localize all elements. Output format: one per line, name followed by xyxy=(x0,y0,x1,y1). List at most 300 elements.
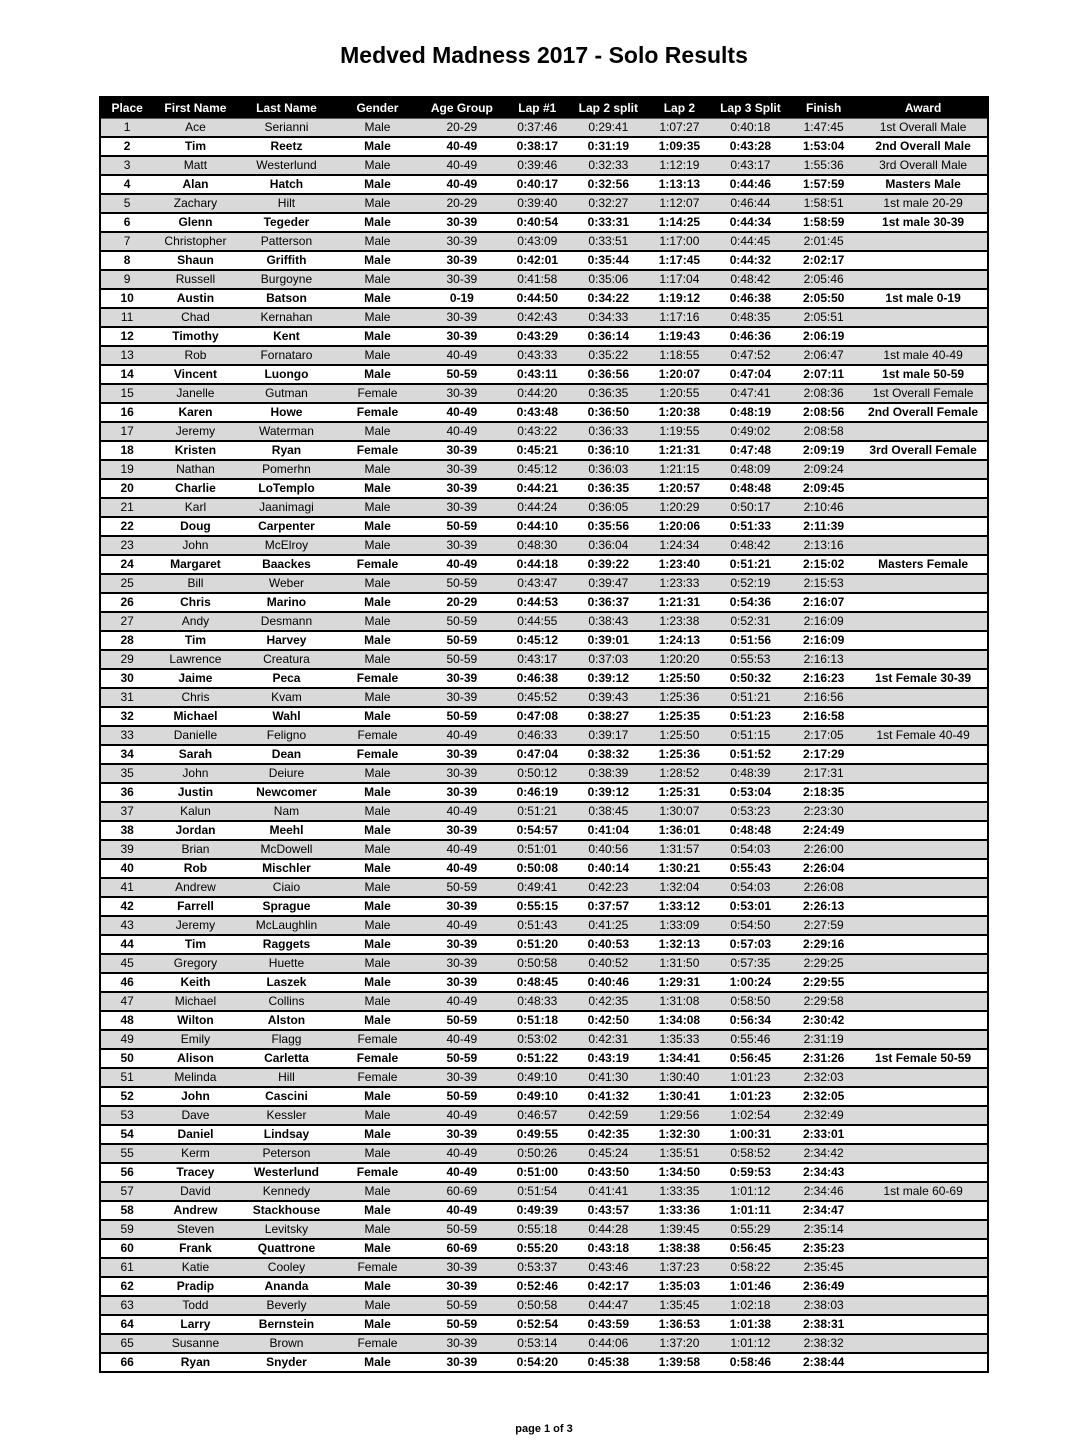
table-cell: 42 xyxy=(120,899,134,913)
table-row xyxy=(100,593,988,612)
table-cell xyxy=(859,973,988,992)
table-cell: 0:38:39 xyxy=(588,766,629,780)
table-row xyxy=(100,764,988,783)
table-cell: 30-39 xyxy=(446,1355,478,1369)
table-cell: 0:38:27 xyxy=(587,709,630,723)
table-cell: 11 xyxy=(120,310,134,324)
table-cell: 30-39 xyxy=(446,766,478,780)
table-cell: 45 xyxy=(120,956,134,970)
table-cell: 1:19:43 xyxy=(658,329,701,343)
table-cell: 0:55:46 xyxy=(730,1032,771,1046)
table-cell: 0:36:56 xyxy=(587,367,630,381)
table-cell: 0:42:35 xyxy=(587,1127,630,1141)
table-cell: 1:36:01 xyxy=(658,823,701,837)
table-cell: 1:34:50 xyxy=(658,1165,701,1179)
table-cell: 20-29 xyxy=(446,595,478,609)
table-cell: Male xyxy=(364,1298,391,1312)
table-cell: 1:28:52 xyxy=(659,766,700,780)
table-cell xyxy=(859,536,988,555)
table-cell: 15 xyxy=(120,386,134,400)
table-cell: Male xyxy=(364,937,391,951)
table-cell: 2:08:58 xyxy=(803,424,844,438)
table-cell: 2:05:51 xyxy=(803,310,844,324)
table-cell: 0:43:09 xyxy=(517,234,558,248)
table-cell: Male xyxy=(364,424,391,438)
table-cell: 1:19:12 xyxy=(658,291,701,305)
table-cell: Male xyxy=(364,215,391,229)
table-cell: 51 xyxy=(120,1070,134,1084)
table-cell: 30-39 xyxy=(446,899,478,913)
table-cell: Andy xyxy=(181,614,210,628)
header-row xyxy=(100,97,988,119)
table-cell: 0:34:33 xyxy=(588,310,629,324)
table-cell: 0:51:20 xyxy=(516,937,558,951)
table-cell: 2:26:00 xyxy=(803,842,844,856)
table-cell: Quattrone xyxy=(257,1241,316,1255)
table-cell: 0:43:18 xyxy=(587,1241,630,1255)
table-cell: 0:39:12 xyxy=(587,671,630,685)
table-cell: 1:33:35 xyxy=(659,1184,700,1198)
table-cell: 0:48:45 xyxy=(516,975,558,989)
table-cell: 1st Overall Female xyxy=(872,386,974,400)
table-cell: 0:29:41 xyxy=(588,120,629,134)
table-cell: 0:44:55 xyxy=(517,614,558,628)
table-cell: Batson xyxy=(266,291,307,305)
table-cell: Katie xyxy=(181,1260,210,1274)
table-cell: 34 xyxy=(120,747,134,761)
table-cell: 58 xyxy=(120,1203,134,1217)
table-cell xyxy=(859,707,988,726)
table-cell: 0:45:38 xyxy=(587,1355,630,1369)
table-cell: 0:39:01 xyxy=(587,633,630,647)
table-cell: 2:33:01 xyxy=(802,1127,845,1141)
table-cell: 37 xyxy=(120,804,134,818)
table-cell: 0:36:03 xyxy=(588,462,629,476)
table-cell: 0:56:45 xyxy=(729,1241,772,1255)
table-cell: 50-59 xyxy=(446,576,478,590)
table-cell: Chris xyxy=(181,690,210,704)
table-row xyxy=(100,1068,988,1087)
table-row xyxy=(100,1220,988,1239)
table-row xyxy=(100,308,988,327)
table-cell: 1:35:45 xyxy=(659,1298,700,1312)
table-cell: 0:56:45 xyxy=(729,1051,772,1065)
table-cell: Sprague xyxy=(262,899,311,913)
table-cell: 1:21:31 xyxy=(658,595,701,609)
table-cell: 1:37:20 xyxy=(659,1336,700,1350)
table-cell: 1:25:36 xyxy=(659,690,700,704)
table-cell: Male xyxy=(364,367,391,381)
table-cell: 0:44:50 xyxy=(516,291,558,305)
table-cell: 1:32:04 xyxy=(659,880,700,894)
table-cell: 30-39 xyxy=(446,1127,478,1141)
table-cell: Matt xyxy=(183,158,208,172)
table-cell xyxy=(859,1258,988,1277)
table-cell: Waterman xyxy=(259,424,314,438)
table-cell: 25 xyxy=(120,576,134,590)
table-cell: 1st male 0-19 xyxy=(885,291,961,305)
table-cell: Tracey xyxy=(176,1165,215,1179)
table-cell: 0:41:32 xyxy=(587,1089,630,1103)
table-cell: 0:35:44 xyxy=(587,253,630,267)
table-cell: 1:23:33 xyxy=(659,576,700,590)
table-cell: 0:44:32 xyxy=(729,253,772,267)
table-cell: Mischler xyxy=(262,861,311,875)
table-cell: Pradip xyxy=(176,1279,215,1293)
table-cell: 0:43:17 xyxy=(730,158,771,172)
table-cell: 1:00:31 xyxy=(729,1127,772,1141)
table-cell: 10 xyxy=(120,291,134,305)
table-cell: 30-39 xyxy=(446,671,478,685)
table-cell: 17 xyxy=(120,424,134,438)
table-cell: 6 xyxy=(123,215,131,229)
table-cell: 2:16:09 xyxy=(802,633,845,647)
table-cell: Male xyxy=(364,272,391,286)
table-row xyxy=(100,270,988,289)
table-cell: 0:43:46 xyxy=(588,1260,629,1274)
table-cell: 0:43:50 xyxy=(587,1165,630,1179)
table-cell xyxy=(859,764,988,783)
table-cell: Brown xyxy=(269,1336,304,1350)
table-cell: 1:30:41 xyxy=(658,1089,701,1103)
table-cell: 0:32:33 xyxy=(588,158,629,172)
table-cell: 56 xyxy=(120,1165,134,1179)
table-cell xyxy=(859,479,988,498)
table-cell: 0:44:10 xyxy=(516,519,558,533)
table-cell: Female xyxy=(356,747,399,761)
table-row xyxy=(100,289,988,308)
table-cell: 2:13:16 xyxy=(803,538,844,552)
table-cell: Westerlund xyxy=(253,1165,320,1179)
table-cell xyxy=(859,650,988,669)
table-row xyxy=(100,441,988,460)
table-cell: 0:54:03 xyxy=(730,842,771,856)
table-cell: 0:51:52 xyxy=(729,747,772,761)
table-cell: Male xyxy=(364,1089,391,1103)
table-cell: 2:06:19 xyxy=(802,329,845,343)
table-cell: 0:55:43 xyxy=(729,861,772,875)
table-cell: 0:36:04 xyxy=(588,538,629,552)
table-cell: 38 xyxy=(120,823,134,837)
table-cell: 1:34:08 xyxy=(658,1013,701,1027)
table-cell xyxy=(859,1030,988,1049)
table-cell: 0:54:50 xyxy=(730,918,771,932)
table-cell: 21 xyxy=(120,500,134,514)
table-cell: Sarah xyxy=(178,747,213,761)
table-cell: 0:36:10 xyxy=(587,443,630,457)
table-cell: 1:58:59 xyxy=(802,215,845,229)
table-row xyxy=(100,555,988,574)
table-row xyxy=(100,973,988,992)
table-cell: 2:35:45 xyxy=(803,1260,844,1274)
table-cell: Burgoyne xyxy=(260,272,313,286)
table-cell: Kessler xyxy=(266,1108,307,1122)
table-cell: 12 xyxy=(120,329,134,343)
table-cell: 44 xyxy=(120,937,134,951)
table-row xyxy=(100,783,988,802)
table-cell: 0:38:32 xyxy=(587,747,630,761)
table-cell: Baackes xyxy=(262,557,311,571)
table-cell: 40-49 xyxy=(446,348,478,362)
table-cell: 2:08:56 xyxy=(802,405,845,419)
table-cell: 1st Female 50-59 xyxy=(875,1051,972,1065)
table-row xyxy=(100,119,988,138)
table-cell xyxy=(859,688,988,707)
table-row xyxy=(100,1144,988,1163)
table-cell: Michael xyxy=(174,994,217,1008)
table-cell: Kristen xyxy=(174,443,217,457)
table-cell: Male xyxy=(364,1279,391,1293)
table-cell: Male xyxy=(364,538,391,552)
table-cell: Male xyxy=(364,975,391,989)
table-cell xyxy=(859,1239,988,1258)
table-cell: 2:34:46 xyxy=(803,1184,844,1198)
table-cell: 13 xyxy=(120,348,134,362)
table-cell: 2:17:05 xyxy=(803,728,844,742)
table-cell: Male xyxy=(364,253,391,267)
table-row xyxy=(100,1030,988,1049)
table-cell: McDowell xyxy=(260,842,313,856)
table-cell: 0:48:19 xyxy=(729,405,772,419)
table-cell: 0:57:35 xyxy=(730,956,771,970)
table-cell: 2:32:05 xyxy=(802,1089,845,1103)
table-cell: 2:18:35 xyxy=(802,785,845,799)
table-cell: 0:52:54 xyxy=(516,1317,558,1331)
table-cell: Male xyxy=(364,1317,391,1331)
column-header: Gender xyxy=(335,97,419,119)
table-row xyxy=(100,1315,988,1334)
table-cell: 0:53:23 xyxy=(730,804,771,818)
table-cell: 0:43:19 xyxy=(587,1051,630,1065)
table-row xyxy=(100,517,988,536)
table-cell: 60 xyxy=(120,1241,134,1255)
table-cell: 0:50:12 xyxy=(517,766,558,780)
table-cell: 0:44:45 xyxy=(730,234,771,248)
table-cell: 47 xyxy=(120,994,134,1008)
table-row xyxy=(100,612,988,631)
table-cell: 1:01:23 xyxy=(729,1089,772,1103)
table-cell: Male xyxy=(364,158,391,172)
table-cell: 1:55:36 xyxy=(803,158,844,172)
table-cell: Female xyxy=(357,1032,398,1046)
table-cell: 2:35:14 xyxy=(803,1222,844,1236)
table-cell: 0:46:38 xyxy=(516,671,558,685)
table-cell: 0:52:31 xyxy=(730,614,771,628)
table-cell: Luongo xyxy=(264,367,309,381)
table-cell: Russell xyxy=(175,272,216,286)
table-cell: Patterson xyxy=(260,234,313,248)
table-cell: Kerm xyxy=(181,1146,210,1160)
table-cell: 1:39:45 xyxy=(659,1222,700,1236)
table-cell: 54 xyxy=(120,1127,134,1141)
table-cell: 0:31:19 xyxy=(587,139,630,153)
table-cell: 0:36:35 xyxy=(587,481,630,495)
table-cell: 1:24:13 xyxy=(658,633,701,647)
table-cell: 62 xyxy=(120,1279,134,1293)
table-cell xyxy=(859,327,988,346)
table-cell: 0:58:22 xyxy=(730,1260,771,1274)
table-row xyxy=(100,1296,988,1315)
table-cell: 1st male 60-69 xyxy=(883,1184,963,1198)
table-cell: 3rd Overall Male xyxy=(879,158,968,172)
table-cell: Beverly xyxy=(266,1298,307,1312)
table-cell: 30-39 xyxy=(446,747,478,761)
table-cell: Male xyxy=(364,519,391,533)
table-cell: Ananda xyxy=(264,1279,309,1293)
table-cell: 1:35:03 xyxy=(658,1279,701,1293)
table-row xyxy=(100,745,988,764)
table-cell: Alison xyxy=(177,1051,214,1065)
table-cell: 1:25:36 xyxy=(658,747,701,761)
table-cell: 0:46:36 xyxy=(729,329,772,343)
table-cell: 1:00:24 xyxy=(729,975,772,989)
table-cell: 40 xyxy=(120,861,134,875)
column-header: Lap 2 split xyxy=(571,97,646,119)
table-cell: 0:51:23 xyxy=(729,709,772,723)
table-cell: Justin xyxy=(177,785,214,799)
table-cell: Andrew xyxy=(175,880,216,894)
table-cell: 2:36:49 xyxy=(802,1279,845,1293)
table-cell: Nathan xyxy=(176,462,215,476)
table-cell xyxy=(859,878,988,897)
table-cell: 30-39 xyxy=(446,481,478,495)
table-cell: 0:49:41 xyxy=(517,880,558,894)
table-row xyxy=(100,1353,988,1372)
table-cell: Ryan xyxy=(180,1355,211,1369)
table-cell: Karen xyxy=(178,405,213,419)
table-cell: 48 xyxy=(120,1013,134,1027)
table-cell: Male xyxy=(364,614,391,628)
table-cell: LoTemplo xyxy=(258,481,315,495)
table-cell: 30-39 xyxy=(446,785,478,799)
table-cell: 0:43:57 xyxy=(587,1203,630,1217)
table-cell: Chad xyxy=(181,310,210,324)
table-cell: 50-59 xyxy=(446,614,478,628)
table-cell: 1:25:50 xyxy=(658,671,701,685)
table-cell: 0:41:30 xyxy=(588,1070,629,1084)
table-cell: 0:48:30 xyxy=(517,538,558,552)
table-cell: 30-39 xyxy=(446,443,478,457)
table-cell: 0:52:19 xyxy=(730,576,771,590)
table-cell: 0:45:24 xyxy=(588,1146,629,1160)
table-cell: 0:48:48 xyxy=(729,481,772,495)
table-cell: Doug xyxy=(180,519,211,533)
table-cell: 2:31:19 xyxy=(803,1032,844,1046)
table-row xyxy=(100,536,988,555)
table-cell: 40-49 xyxy=(446,158,478,172)
table-cell: 0:46:19 xyxy=(516,785,558,799)
table-cell: 2:24:49 xyxy=(802,823,845,837)
table-row xyxy=(100,1201,988,1220)
table-cell: 1:58:51 xyxy=(803,196,844,210)
table-cell: 1:01:38 xyxy=(729,1317,772,1331)
table-cell: 0:43:28 xyxy=(729,139,772,153)
table-cell: 1:20:07 xyxy=(658,367,701,381)
table-cell: 40-49 xyxy=(446,861,478,875)
table-cell: 0:46:44 xyxy=(730,196,771,210)
table-cell: Kent xyxy=(273,329,300,343)
table-cell: 0:42:50 xyxy=(587,1013,630,1027)
table-cell: 39 xyxy=(120,842,134,856)
table-row xyxy=(100,403,988,422)
table-cell: Male xyxy=(364,1127,391,1141)
table-cell: 1 xyxy=(123,120,131,134)
table-cell: 0:32:56 xyxy=(587,177,630,191)
table-cell: 50-59 xyxy=(446,1013,478,1027)
table-row xyxy=(100,935,988,954)
table-cell: 32 xyxy=(120,709,134,723)
table-cell: 2:30:42 xyxy=(802,1013,845,1027)
table-cell: 2 xyxy=(123,139,131,153)
table-cell: 1:35:33 xyxy=(659,1032,700,1046)
table-cell xyxy=(859,1144,988,1163)
table-cell: 1:23:40 xyxy=(658,557,701,571)
table-cell: Glenn xyxy=(178,215,213,229)
table-cell: Male xyxy=(364,310,391,324)
table-cell: Westerlund xyxy=(256,158,317,172)
table-cell: Male xyxy=(364,652,391,666)
table-row xyxy=(100,251,988,270)
table-cell: 0:53:02 xyxy=(517,1032,558,1046)
table-cell xyxy=(859,1163,988,1182)
table-cell xyxy=(859,1011,988,1030)
table-cell: 2:26:08 xyxy=(803,880,844,894)
table-cell: 0:37:03 xyxy=(588,652,629,666)
table-cell: 0:43:48 xyxy=(516,405,558,419)
table-row xyxy=(100,1258,988,1277)
table-row xyxy=(100,194,988,213)
table-cell: 0:40:18 xyxy=(730,120,771,134)
table-cell: Christopher xyxy=(164,234,227,248)
table-cell: 0:51:00 xyxy=(516,1165,558,1179)
table-cell: 0:51:54 xyxy=(517,1184,558,1198)
table-cell: Masters Female xyxy=(878,557,969,571)
table-cell: 0:42:31 xyxy=(588,1032,629,1046)
table-cell: 2:08:36 xyxy=(803,386,844,400)
table-row xyxy=(100,365,988,384)
table-cell: 1:53:04 xyxy=(802,139,845,153)
table-cell: Male xyxy=(364,1241,391,1255)
table-cell: David xyxy=(180,1184,211,1198)
table-cell: 30-39 xyxy=(446,215,478,229)
table-cell: Male xyxy=(364,481,391,495)
table-cell: Hilt xyxy=(277,196,296,210)
table-cell: McLaughlin xyxy=(255,918,318,932)
table-cell: Stackhouse xyxy=(252,1203,321,1217)
table-cell: 40-49 xyxy=(446,177,478,191)
table-cell: Peca xyxy=(272,671,301,685)
table-cell: Cascini xyxy=(265,1089,308,1103)
table-cell: 57 xyxy=(120,1184,134,1198)
table-cell: 1:35:51 xyxy=(659,1146,700,1160)
table-cell: 1:01:12 xyxy=(730,1336,771,1350)
table-row xyxy=(100,1049,988,1068)
table-cell: 0:44:28 xyxy=(588,1222,629,1236)
table-cell: 0:36:33 xyxy=(588,424,629,438)
table-cell xyxy=(859,422,988,441)
table-cell: 1:12:07 xyxy=(659,196,700,210)
table-cell: 0:47:04 xyxy=(729,367,772,381)
table-cell: 0:47:08 xyxy=(516,709,558,723)
table-cell: 2:10:46 xyxy=(803,500,844,514)
table-cell xyxy=(859,1106,988,1125)
table-cell xyxy=(859,1334,988,1353)
table-cell: 0:39:40 xyxy=(517,196,558,210)
table-cell xyxy=(859,1125,988,1144)
column-header: Place xyxy=(100,97,153,119)
table-cell: Jeremy xyxy=(175,424,216,438)
table-cell: 1:01:46 xyxy=(729,1279,772,1293)
